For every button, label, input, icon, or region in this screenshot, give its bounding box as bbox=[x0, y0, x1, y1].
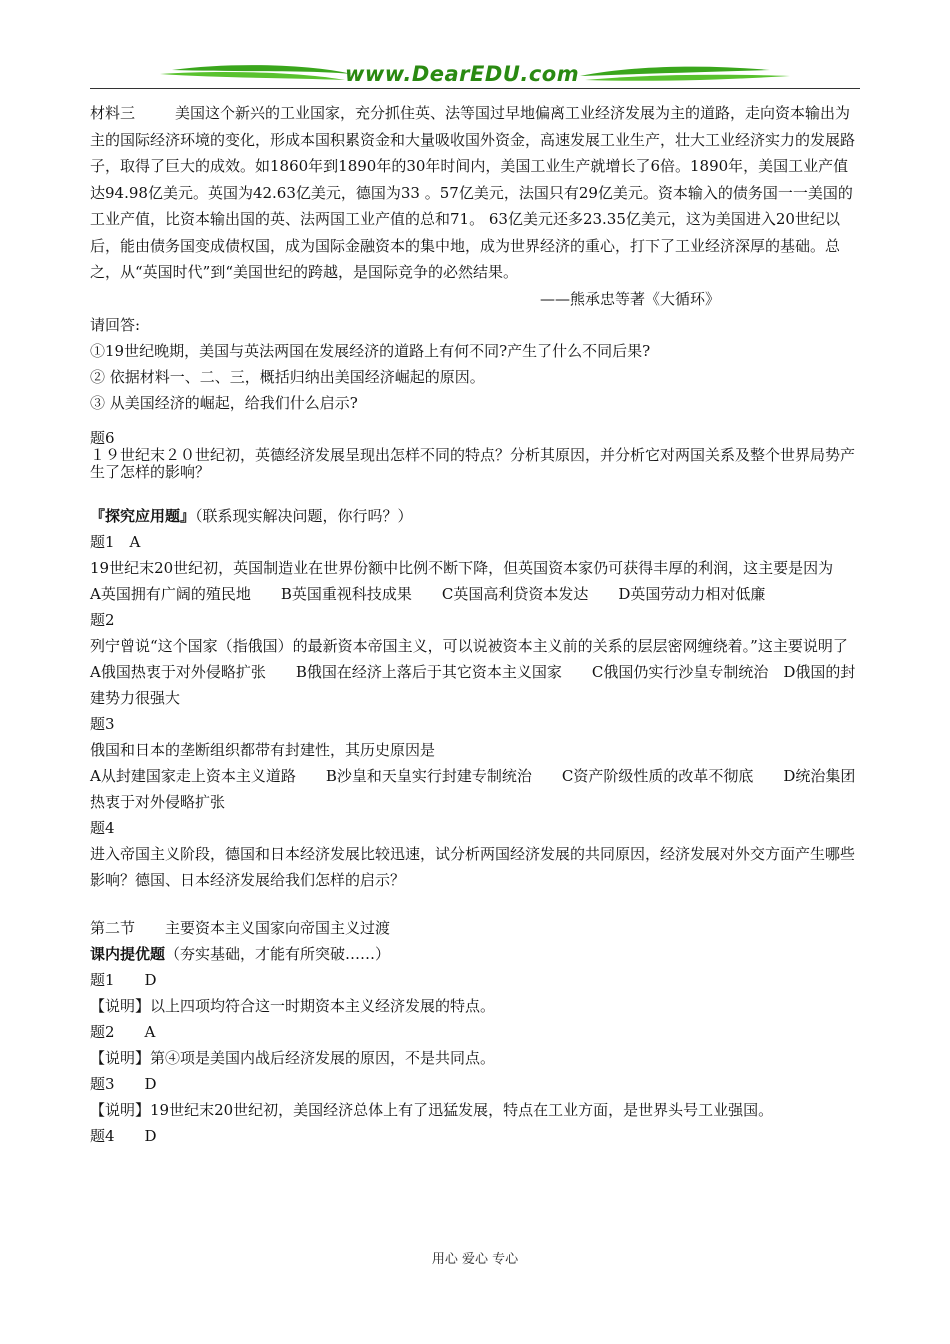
material3-source: ——熊承忠等著《大循环》 bbox=[539, 289, 720, 308]
section2-heading: 第二节 主要资本主义国家向帝国主义过渡 bbox=[90, 918, 391, 937]
t6-text: １９世纪末２０世纪初，英德经济发展呈现出怎样不同的特点？分析其原因，并分析它对两国关系及整个世界局势产生了怎样的影响？ bbox=[90, 445, 856, 481]
explore-t2-label: 题2 bbox=[90, 610, 115, 629]
explore-heading bbox=[90, 503, 860, 529]
section2-subheading bbox=[90, 941, 860, 967]
explore-t1-label: 题1 A bbox=[90, 532, 141, 551]
page-footer: 用心 爱心 专心 bbox=[431, 1252, 519, 1267]
question-3: ③ 从美国经济的崛起，给我们什么启示? bbox=[90, 393, 358, 412]
answer-1-note: 【说明】以上四项均符合这一时期资本主义经济发展的特点。 bbox=[90, 996, 496, 1015]
material3-label: 材料三 bbox=[90, 104, 136, 122]
answer-4-label: 题4 D bbox=[90, 1126, 157, 1145]
explore-t2-text: 列宁曾说“这个国家（指俄国）的最新资本帝国主义，可以说被资本主义前的关系的层层密网缠绕着。”这主要说明了 bbox=[90, 636, 848, 655]
document-body bbox=[90, 100, 860, 1149]
explore-t1-text: 19世纪末20世纪初，英国制造业在世界份额中比例不断下降，但英国资本家仍可获得丰厚的利润，这主要是因为 bbox=[90, 558, 834, 577]
explore-t4-label: 题4 bbox=[90, 818, 115, 837]
section2-sub-bold: 课内提优题 bbox=[90, 944, 166, 963]
explore-t2-options: A俄国热衷于对外侵略扩张 B俄国在经济上落后于其它资本主义国家 C俄国仍实行沙皇专制统治 D俄国的封建势力很强大 bbox=[90, 662, 856, 707]
answer-1-label: 题1 D bbox=[90, 970, 157, 989]
material3-paragraph bbox=[90, 100, 860, 286]
explore-title: 『探究应用题』 bbox=[90, 506, 196, 525]
site-logo-text[interactable]: www.DearEDU.com bbox=[345, 62, 580, 86]
explore-subtitle: （联系现实解决问题，你行吗？） bbox=[195, 506, 413, 525]
answer-3-note: 【说明】19世纪末20世纪初，美国经济总体上有了迅猛发展，特点在工业方面，是世界头号工业强国。 bbox=[90, 1100, 774, 1119]
explore-t3-label: 题3 bbox=[90, 714, 115, 733]
header-rule bbox=[90, 88, 860, 89]
answer-2-note: 【说明】第④项是美国内战后经济发展的原因，不是共同点。 bbox=[90, 1048, 496, 1067]
material3-text: 美国这个新兴的工业国家，充分抓住英、法等国过早地偏离工业经济发展为主的道路，走向资本输出为主的国际经济环境的变化，形成本国积累资金和大量吸收国外资金，高速发展工业生产，壮大工业经济实力的发展路子，取得了巨大的成效。如1860年到1890年的30年时间内，美国工业生产就增长了6倍。1890年，美国工业产值达94.98亿美元。英国为42.63亿美元，德国为33 。57亿美元，法国只有29亿美元。资本输入的债务国一一美国的工业产值，比资本输出国的英、法两国工业产值的总和71。 63亿美元还多23.35亿美元，这为美国进入20世纪以后，能由债务国变成债权国，成为国际金融资本的集中地，成为世界经济的重心，打下了工业经济深厚的基础。总之，从“英国时代”到“美国世纪的跨越，是国际竞争的必然结果。 bbox=[90, 104, 856, 281]
explore-t4-text: 进入帝国主义阶段，德国和日本经济发展比较迅速，试分析两国经济发展的共同原因，经济发展对外交方面产生哪些影响？德国、日本经济发展给我们怎样的启示？ bbox=[90, 844, 856, 889]
questions-prompt: 请回答: bbox=[90, 315, 141, 334]
section2-sub-rest: （夯实基础，才能有所突破……） bbox=[165, 944, 391, 963]
answer-2-label: 题2 A bbox=[90, 1022, 156, 1041]
t6-label: 题6 bbox=[90, 428, 115, 447]
question-1: ①19世纪晚期，美国与英法两国在发展经济的道路上有何不同?产生了什么不同后果? bbox=[90, 341, 651, 360]
question-2: ② 依据材料一、二、三，概括归纳出美国经济崛起的原因。 bbox=[90, 367, 485, 386]
explore-t1-options: A英国拥有广阔的殖民地 B英国重视科技成果 C英国高利贷资本发达 D英国劳动力相对低廉 bbox=[90, 584, 766, 603]
explore-t3-options: A从封建国家走上资本主义道路 B沙皇和天皇实行封建专制统治 C资产阶级性质的改革不彻底 D统治集团热衷于对外侵略扩张 bbox=[90, 766, 856, 811]
explore-t3-text: 俄国和日本的垄断组织都带有封建性，其历史原因是 bbox=[90, 740, 436, 759]
answer-3-label: 题3 D bbox=[90, 1074, 157, 1093]
